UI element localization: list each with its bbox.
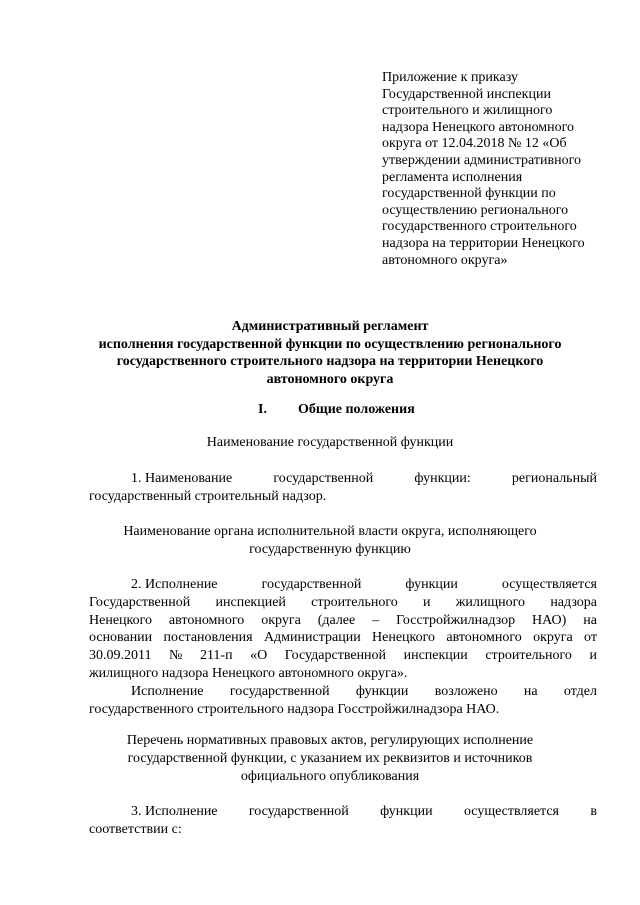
appendix-line: государственного строительного (382, 219, 577, 235)
appendix-line: регламента исполнения (382, 169, 523, 185)
word: Ненецкого (89, 612, 153, 628)
appendix-line: утверждении административного (382, 152, 581, 168)
appendix-line: осуществлению регионального (382, 202, 569, 218)
word: осуществляется (501, 577, 597, 592)
word: (далее (317, 612, 356, 628)
justified-line (89, 470, 597, 488)
word: НАО) (532, 612, 567, 628)
word: и (423, 594, 431, 610)
word: государственной (229, 683, 330, 699)
subheading-line: официального опубликования (240, 768, 420, 784)
section-heading (258, 402, 415, 418)
word: строительного (485, 648, 572, 664)
word: Государственной (284, 648, 387, 664)
title-line: исполнения государственной функции по осуществлению регионального (98, 336, 562, 352)
subheading-line: государственную функцию (249, 541, 411, 557)
subheading-line: государственной функции, с указанием их реквизитов и источников (127, 750, 533, 766)
word: возложено (434, 683, 498, 699)
title-line: автономного округа (266, 371, 394, 387)
word: автономного (168, 612, 245, 628)
word: округа (261, 612, 301, 628)
section-title: Общие положения (298, 402, 415, 417)
word: постановления (163, 630, 253, 646)
word: государственной (248, 804, 349, 819)
word: № (169, 648, 183, 664)
title-line: государственного строительного надзора на территории Ненецкого (116, 354, 544, 370)
text-line: государственный строительный надзор. (89, 488, 327, 504)
paragraph-4 (89, 803, 597, 839)
appendix-line: государственной функции по (382, 186, 556, 202)
appendix-line: автономного округа» (382, 252, 508, 268)
word: 30.09.2011 (89, 648, 152, 664)
word: 3. Исполнение (131, 804, 218, 819)
word: функции (405, 577, 458, 592)
subheading-line: Перечень нормативных правовых актов, регулирующих исполнение (126, 733, 534, 748)
word: Госстройжилнадзор (396, 612, 516, 628)
word: надзора (550, 594, 597, 610)
word: на (583, 612, 597, 628)
word: региональный (511, 471, 597, 486)
word: на (523, 683, 538, 699)
appendix-line: надзора Ненецкого автономного (382, 119, 575, 135)
word: строительного (311, 594, 398, 610)
word: от (584, 630, 597, 646)
subheading-legal-acts (60, 732, 600, 785)
word: основании (89, 630, 153, 646)
paragraph-1 (89, 470, 597, 506)
paragraph-2 (89, 576, 597, 718)
word: отдел (563, 683, 597, 699)
justified-line (89, 576, 597, 594)
justified-line (89, 629, 597, 647)
justified-line (89, 683, 597, 701)
word: «О (250, 648, 268, 664)
word: и (589, 648, 597, 664)
word: 211-п (199, 648, 233, 664)
word: осуществляется (463, 804, 559, 819)
appendix-line: Государственной инспекции (382, 86, 551, 102)
word: 2. Исполнение (131, 577, 218, 592)
word: государственной (261, 577, 362, 592)
text-line: жилищного надзора Ненецкого автономного округа». (89, 665, 408, 681)
word: инспекцией (215, 594, 286, 610)
text-line: соответствии с: (89, 821, 182, 837)
subheading-line: Наименование государственной функции (206, 435, 454, 450)
word: функции (380, 804, 433, 819)
justified-line (89, 803, 597, 821)
appendix-note (382, 70, 610, 269)
word: в (590, 804, 597, 819)
appendix-line: округа от 12.04.2018 № 12 «Об (382, 136, 567, 152)
word: жилищного (455, 594, 526, 610)
text-line: государственного строительного надзора Госстройжилнадзора НАО. (89, 701, 500, 717)
word: – (372, 612, 380, 628)
justified-line (89, 594, 597, 612)
word: автономного (446, 630, 522, 646)
word: Исполнение (131, 683, 204, 699)
subheading-line: Наименование органа исполнительной власти округа, исполняющего (123, 524, 537, 539)
appendix-line: Приложение к приказу (382, 70, 518, 85)
word: функции: (414, 471, 471, 486)
word: Государственной (89, 594, 191, 610)
word: Администрации (263, 630, 361, 646)
justified-line (89, 647, 597, 665)
document-title (60, 318, 600, 388)
subheading-function-name (60, 434, 600, 452)
word: функции (355, 683, 409, 699)
word: округа (533, 630, 573, 646)
section-number: I. (258, 402, 267, 417)
word: 1. Наименование (131, 471, 233, 486)
justified-line (89, 612, 597, 630)
title-line: Административный регламент (231, 319, 429, 334)
appendix-line: строительного и жилищного (382, 103, 553, 119)
word: инспекции (403, 648, 468, 664)
word: Ненецкого (372, 630, 436, 646)
appendix-line: надзора на территории Ненецкого (382, 235, 585, 251)
subheading-authority (60, 523, 600, 559)
word: государственной (273, 471, 374, 486)
